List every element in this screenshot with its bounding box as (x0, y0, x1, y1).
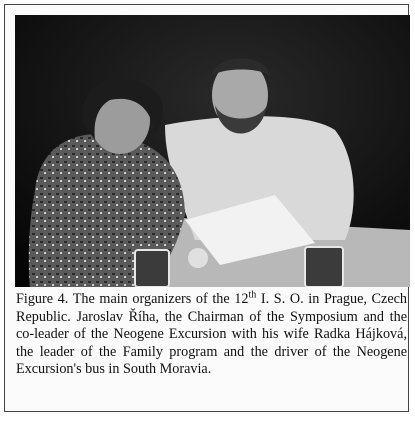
beer-glass-right (305, 247, 343, 287)
figure-label: Figure 4. (16, 291, 69, 307)
beer-glass-left (135, 250, 169, 287)
caption-text-2: I. S. O. in Prague, Czech Republic. Jaroslav Říha, the Chairman of the Symposium and the co-leader of the Neogene Excursion with his wife Radka Hájková, the leader of the Family program and the driver of the Neogene Excursion's bus in South Moravia. (16, 291, 408, 378)
caption-superscript: th (248, 289, 257, 301)
caption-text-1: The main organizers of the 12 (72, 291, 249, 307)
figure-frame (4, 4, 409, 412)
photo-illustration (15, 15, 410, 287)
figure-caption (16, 291, 407, 379)
coaster (188, 248, 208, 268)
figure-photo (15, 15, 410, 287)
